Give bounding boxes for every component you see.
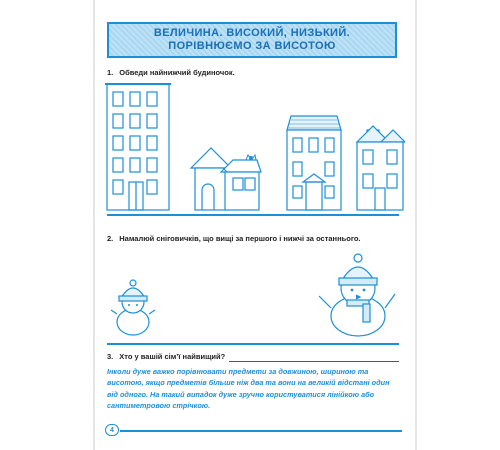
task-3-text: Хто у вашій сім’ї найвищий? (119, 352, 226, 361)
snowmen-illustration (105, 250, 405, 340)
title-banner (107, 22, 397, 58)
houses-illustration (105, 78, 405, 213)
small-house (191, 148, 261, 210)
task-1-text: Обведи найнижчий будиночок. (119, 68, 235, 77)
task-2 (107, 234, 361, 243)
task-1-number: 1. (107, 68, 114, 77)
info-paragraph: Інколи дуже важко порівнювати предмети за довжиною, шириною та висотою, якщо предметів більше ніж два та вони на великій відстані один від одного. На такий випадок дуже зручно користуватися лінійкою або сантиметровою стрічкою. (107, 367, 390, 411)
title-line-1: ВЕЛИЧИНА. ВИСОКИЙ, НИЗЬКИЙ. (153, 27, 351, 39)
page-edge-right (415, 0, 417, 450)
task-1 (107, 68, 235, 77)
task-3 (107, 352, 225, 361)
large-snowman (319, 254, 395, 336)
section-divider-1 (107, 214, 399, 216)
task-3-number: 3. (107, 352, 114, 361)
page-number: 4 (105, 424, 119, 436)
answer-line[interactable] (229, 361, 399, 362)
tall-building-house (105, 84, 171, 210)
footer-line (120, 430, 402, 432)
tiled-roof-house (287, 116, 341, 210)
task-2-text: Намалюй сніговичків, що вищі за першого і нижчі за останнього. (119, 234, 361, 243)
section-divider-2 (107, 343, 399, 345)
title-line-2: ПОРІВНЮЄМО ЗА ВИСОТОЮ (168, 40, 336, 52)
small-snowman (111, 280, 155, 335)
tower-house (357, 126, 405, 210)
workbook-page (95, 0, 415, 450)
task-2-number: 2. (107, 234, 114, 243)
